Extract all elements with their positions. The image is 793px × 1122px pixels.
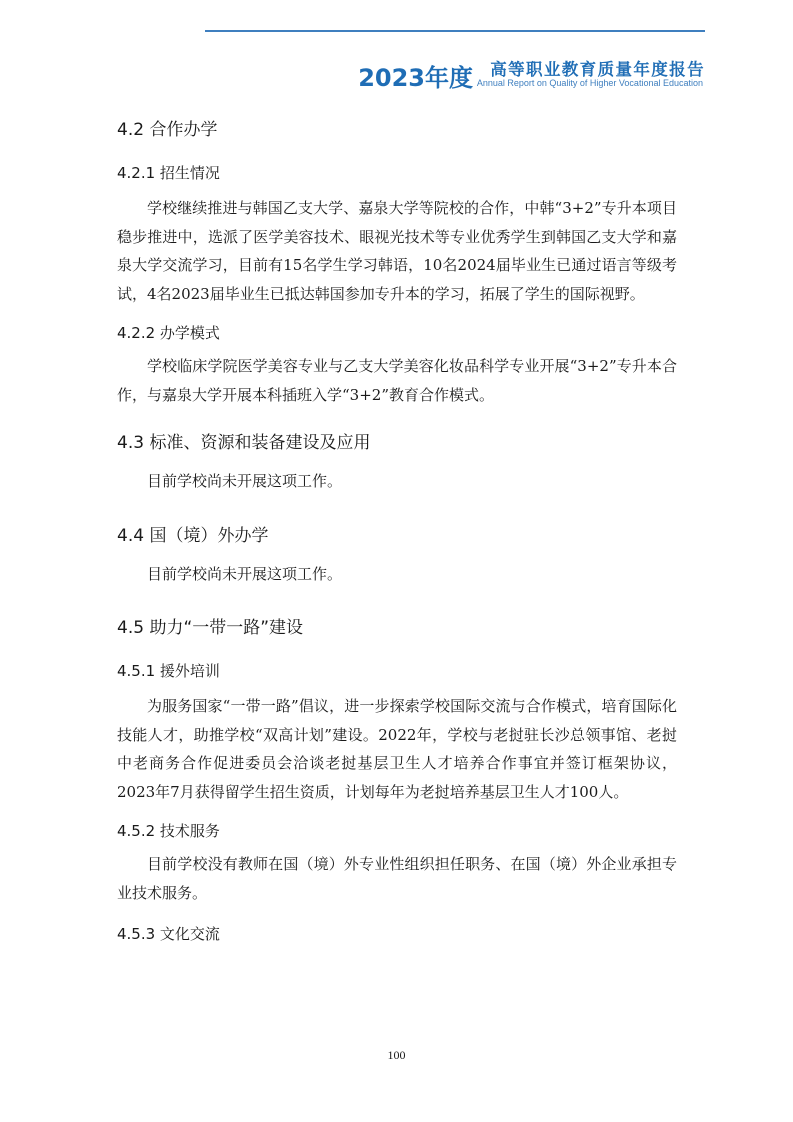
paragraph-4-5-1: 为服务国家“一带一路”倡议，进一步探索学校国际交流与合作模式，培育国际化技能人才，助推学校“双高计划”建设。2022年，学校与老挝驻长沙总领事馆、老挝中老商务合作促进委员会洽谈老挝基层卫生人才培养合作事宜并签订框架协议，2023年7月获得留学生招生资质，计划每年为老挝培养基层卫生人才100人。 [117, 697, 677, 801]
paragraph-4-4: 目前学校尚未开展这项工作。 [147, 564, 343, 583]
header-divider [205, 30, 705, 32]
page-content [117, 110, 677, 951]
paragraph-4-3: 目前学校尚未开展这项工作。 [147, 472, 343, 490]
header-subtitle: Annual Report on Quality of Higher Vocational Education [476, 78, 703, 88]
report-header [205, 30, 705, 92]
section-heading-4-4: 4.4 国（境）外办学 [117, 525, 269, 546]
paragraph-4-2-1: 学校继续推进与韩国乙支大学、嘉泉大学等院校的合作，中韩“3+2”专升本项目稳步推进中，选派了医学美容技术、眼视光技术等专业优秀学生到韩国乙支大学和嘉泉大学交流学习，目前有15名学生学习韩语，10名2024届毕业生已通过语言等级考试，4名2023届毕业生已抵达韩国参加专升本的学习，拓展了学生的国际视野。 [117, 199, 677, 303]
paragraph-4-2-2: 学校临床学院医学美容专业与乙支大学美容化妆品科学专业开展“3+2”专升本合作，与嘉泉大学开展本科插班入学“3+2”教育合作模式。 [117, 357, 677, 404]
subsection-heading-4-2-1: 4.2.1 招生情况 [117, 164, 220, 182]
subsection-heading-4-5-2: 4.5.2 技术服务 [117, 822, 220, 840]
section-heading-4-3: 4.3 标准、资源和装备建设及应用 [117, 433, 371, 453]
section-heading-4-5: 4.5 助力“一带一路”建设 [117, 618, 304, 638]
header-title: 高等职业教育质量年度报告 [490, 60, 705, 79]
subsection-heading-4-2-2: 4.2.2 办学模式 [117, 324, 220, 342]
subsection-heading-4-5-1: 4.5.1 援外培训 [117, 662, 220, 680]
subsection-heading-4-5-3: 4.5.3 文化交流 [117, 925, 220, 943]
section-heading-4-2: 4.2 合作办学 [117, 120, 218, 140]
paragraph-4-5-2: 目前学校没有教师在国（境）外专业性组织担任职务、在国（境）外企业承担专业技术服务。 [117, 855, 677, 902]
page-number: 100 [387, 1048, 406, 1062]
header-year: 2023年度 [358, 64, 473, 92]
